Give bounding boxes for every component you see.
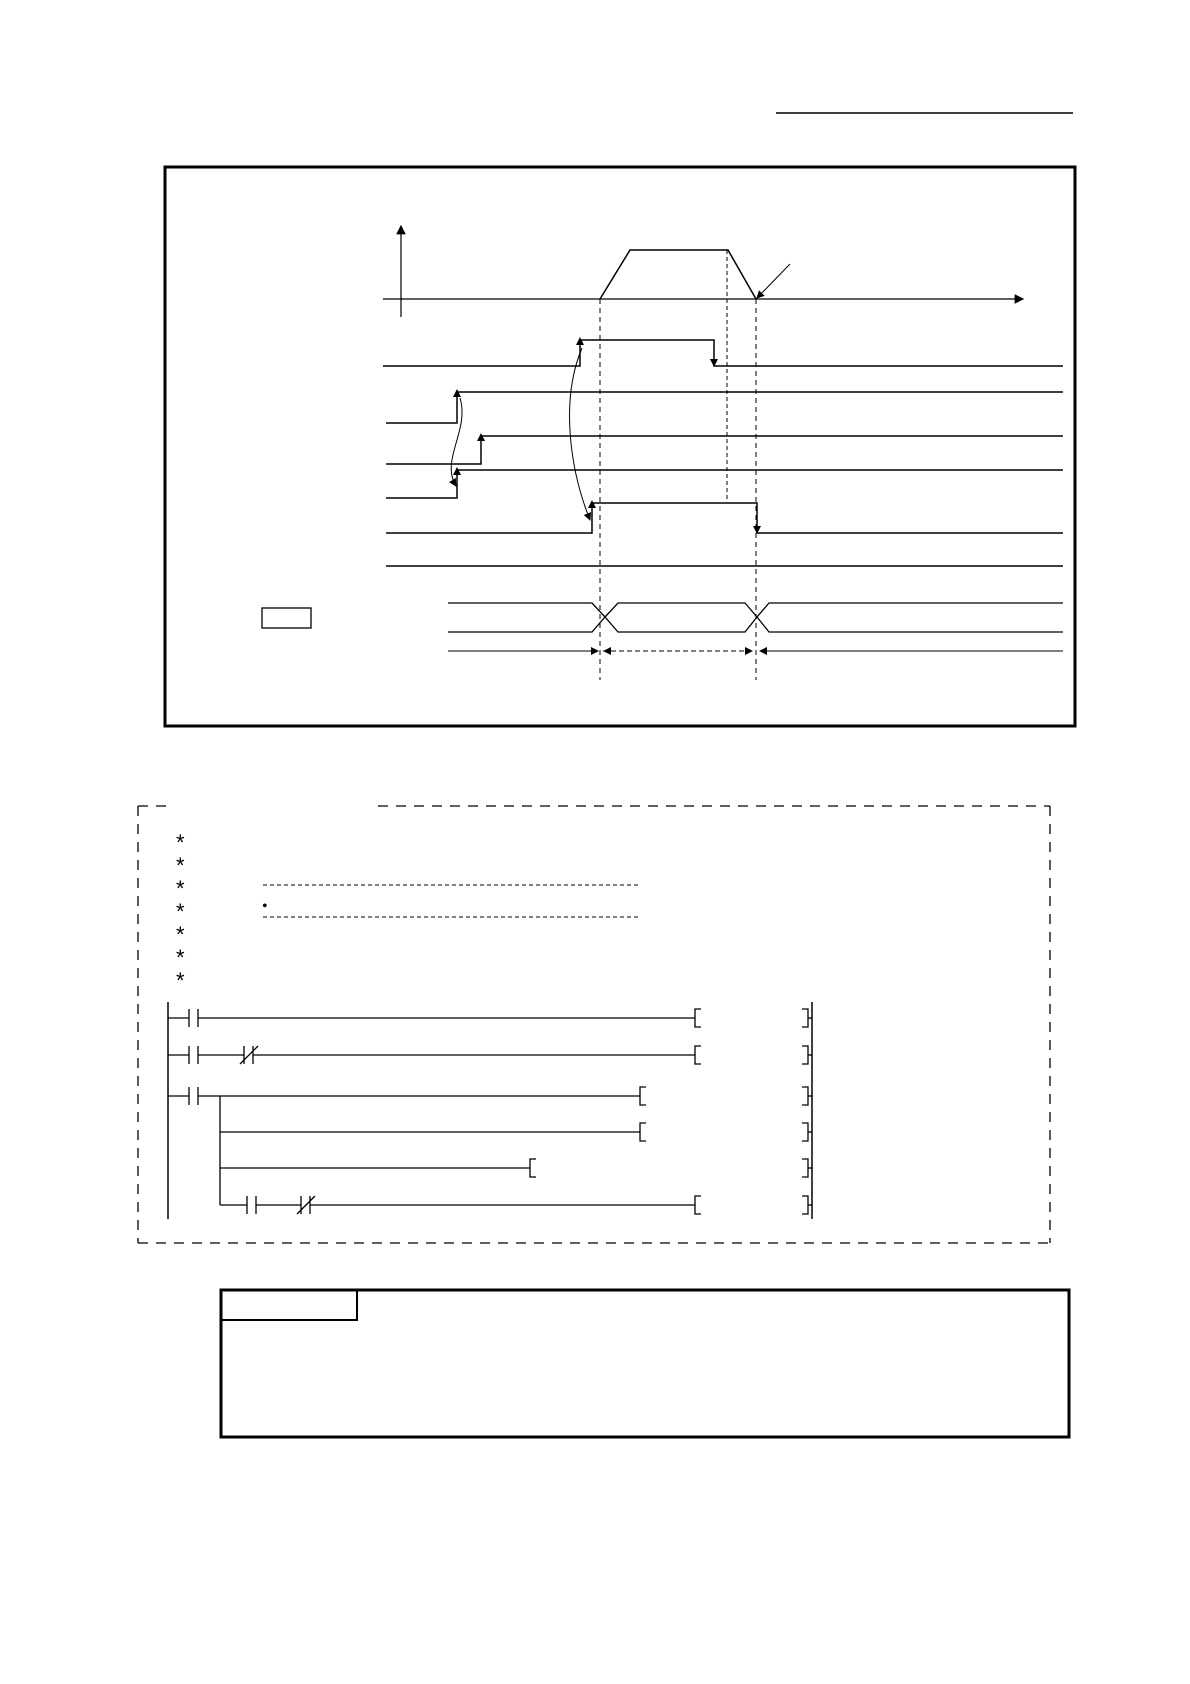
signal-1 [383, 340, 1063, 366]
ladder-rung [168, 1087, 812, 1205]
stop-point-leader [757, 264, 790, 298]
comment-marker: * [176, 853, 185, 878]
signal-4 [386, 470, 1063, 498]
comment-marker: * [176, 899, 185, 924]
ladder-rung [168, 1046, 812, 1064]
speed-profile [600, 250, 756, 299]
point-box [221, 1290, 1069, 1437]
timing-chart-frame [165, 167, 1075, 726]
comment-marker: * [176, 830, 185, 855]
comment-marker: * [176, 968, 185, 993]
comment-marker: * [176, 922, 185, 947]
sample-program-frame [138, 806, 1050, 1243]
ladder-rung [220, 1159, 812, 1177]
signal-5 [386, 503, 1063, 533]
signal-3 [386, 436, 1063, 464]
comment-bullet: • [262, 898, 268, 915]
ladder-rung [220, 1196, 812, 1214]
ladder-rung [168, 1009, 812, 1027]
comment-marker: * [176, 876, 185, 901]
comment-marker: * [176, 945, 185, 970]
dependency-arrow [570, 348, 590, 520]
ladder-rung [220, 1123, 812, 1141]
point-box-tab [221, 1290, 357, 1320]
signal-label-box [262, 608, 311, 628]
signal-2 [386, 392, 1063, 423]
